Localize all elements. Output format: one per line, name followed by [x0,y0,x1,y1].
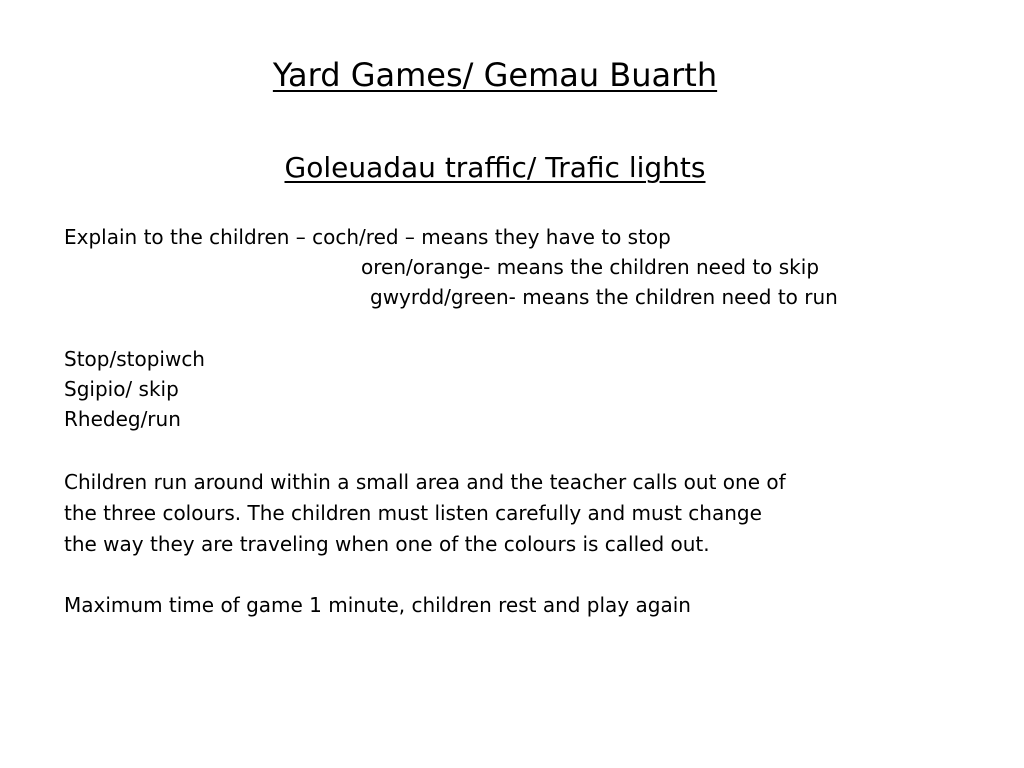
vocab-skip: Sgipio/ skip [64,377,179,401]
rules-line-2: the three colours. The children must listen carefully and must change [64,501,762,525]
footer-note: Maximum time of game 1 minute, children rest and play again [64,593,691,617]
explain-intro-line: Explain to the children – coch/red – means they have to stop [64,225,671,249]
rules-line-1: Children run around within a small area and the teacher calls out one of [64,470,786,494]
explain-orange-line: oren/orange- means the children need to skip [361,255,820,279]
vocab-stop: Stop/stopiwch [64,347,205,371]
section-title: Goleuadau traffic/ Trafic lights [284,151,706,184]
explain-green-line: gwyrdd/green- means the children need to run [370,285,838,309]
rules-line-3: the way they are traveling when one of the colours is called out. [64,532,710,556]
vocab-run: Rhedeg/run [64,407,181,431]
page-title: Yard Games/ Gemau Buarth [272,56,718,94]
